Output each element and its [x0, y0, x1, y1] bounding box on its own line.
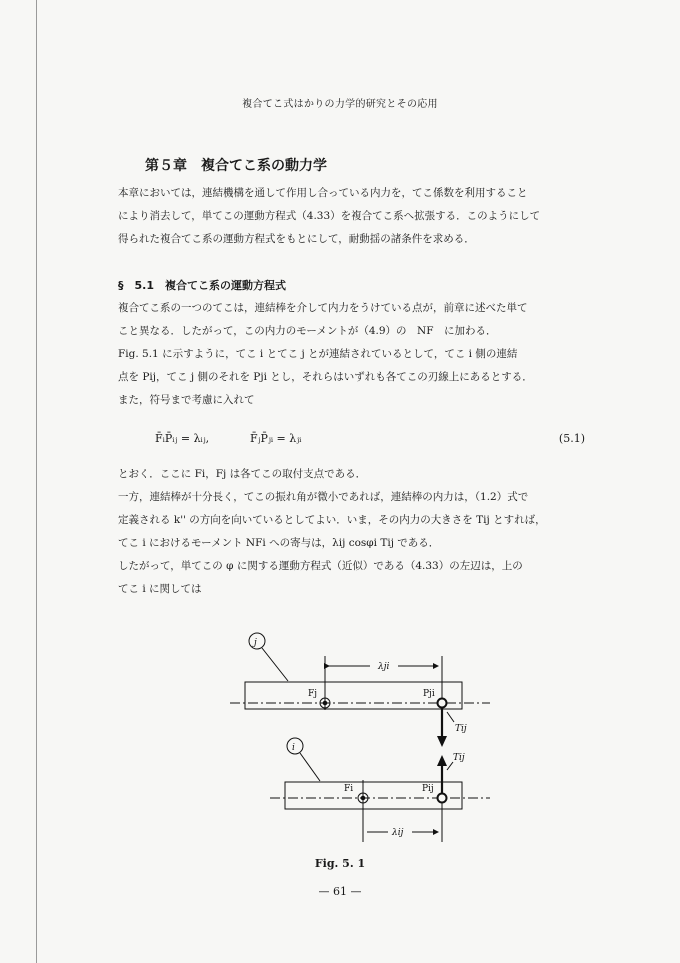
text-line: 本章においては，連結機構を通して作用し合っている内力を，てこ係数を利用すること — [118, 187, 528, 199]
leader-line — [300, 753, 320, 781]
point-pij-label: Pij — [422, 784, 434, 794]
fulcrum-fi-center — [361, 796, 365, 800]
text-line: 複合てこ系の一つのてこは，連結棒を介して内力をうけている点が，前章に述べた単て — [118, 302, 528, 314]
intro-paragraph — [118, 182, 598, 251]
leader-line — [447, 762, 453, 770]
point-pji-label: Pji — [423, 689, 435, 699]
text-line: 一方，連結棒が十分長く，てこの振れ角が微小であれば，連結棒の内力は，（1.2）式で — [118, 491, 529, 503]
fulcrum-fj-center — [323, 701, 327, 705]
lever-j-label-circle — [249, 633, 265, 649]
figure-caption: Fig. 5. 1 — [314, 857, 366, 870]
text-line: 点を Pij，てこ j 側のそれを Pji とし，それらはいずれも各てこの刃線上にあるとする． — [118, 371, 533, 383]
tension-label-bottom: Tij — [453, 753, 465, 763]
dimension-label-lij: λij — [392, 828, 404, 838]
page-margin-line — [36, 0, 37, 963]
text-line: したがって，単てこの φ に関する運動方程式（近似）である（4.33）の左辺は，上の — [118, 560, 523, 572]
lever-i-label-circle — [287, 738, 303, 754]
section-paragraph — [118, 297, 598, 412]
leader-line — [447, 712, 454, 722]
tension-label-top: Tij — [455, 724, 467, 734]
lever-i-label: i — [292, 743, 295, 753]
section-title: § 5.1 複合てこ系の運動方程式 — [118, 279, 286, 292]
equation-left: F̄ᵢP̄ᵢⱼ = λᵢⱼ, — [155, 432, 210, 445]
arrowhead — [437, 755, 447, 766]
equation-right: F̄ⱼP̄ⱼᵢ = λⱼᵢ — [250, 432, 302, 445]
text-line: とおく．ここに Fi，Fj は各てこの取付支点である． — [118, 468, 367, 480]
fulcrum-fi-label: Fi — [344, 784, 354, 794]
text-line: 定義される k'' の方向を向いているとしてよい．いま，その内力の大きさを Tij とすれば， — [118, 514, 546, 526]
lever-i-bar — [285, 782, 462, 809]
text-line: また，符号まで考慮に入れて — [118, 394, 255, 406]
leader-line — [262, 648, 288, 681]
text-line: こと異なる．したがって，この内力のモーメントが（4.9）の NF に加わる． — [118, 325, 497, 337]
fulcrum-fj-label: Fj — [308, 689, 318, 699]
connection-point-pji — [438, 699, 447, 708]
after-equation-paragraph — [118, 463, 598, 601]
dimension-label-lji: λji — [378, 662, 390, 672]
chapter-title: 第５章 複合てこ系の動力学 — [145, 158, 327, 174]
page-number: — 61 — — [318, 885, 362, 898]
text-line: てこ i に関しては — [118, 583, 202, 595]
text-line: Fig. 5.1 に示すように，てこ i とてこ j とが連結されているとして，てこ i 側の連結 — [118, 348, 518, 360]
lever-diagram — [220, 620, 500, 852]
arrowhead — [437, 736, 447, 747]
running-header: 複合てこ式はかりの力学的研究とその応用 — [242, 99, 438, 110]
text-line: 得られた複合てこ系の運動方程式をもとにして，耐動揺の諸条件を求める． — [118, 233, 475, 245]
text-line: により消去して，単てこの運動方程式（4.33）を複合てこ系へ拡張する．このようにして — [118, 210, 541, 222]
connection-point-pij — [438, 794, 447, 803]
equation-number: (5.1) — [558, 432, 585, 445]
lever-j-label: j — [254, 638, 257, 648]
text-line: てこ i におけるモーメント NFi への寄与は，λij cosφi Tij である． — [118, 537, 440, 549]
